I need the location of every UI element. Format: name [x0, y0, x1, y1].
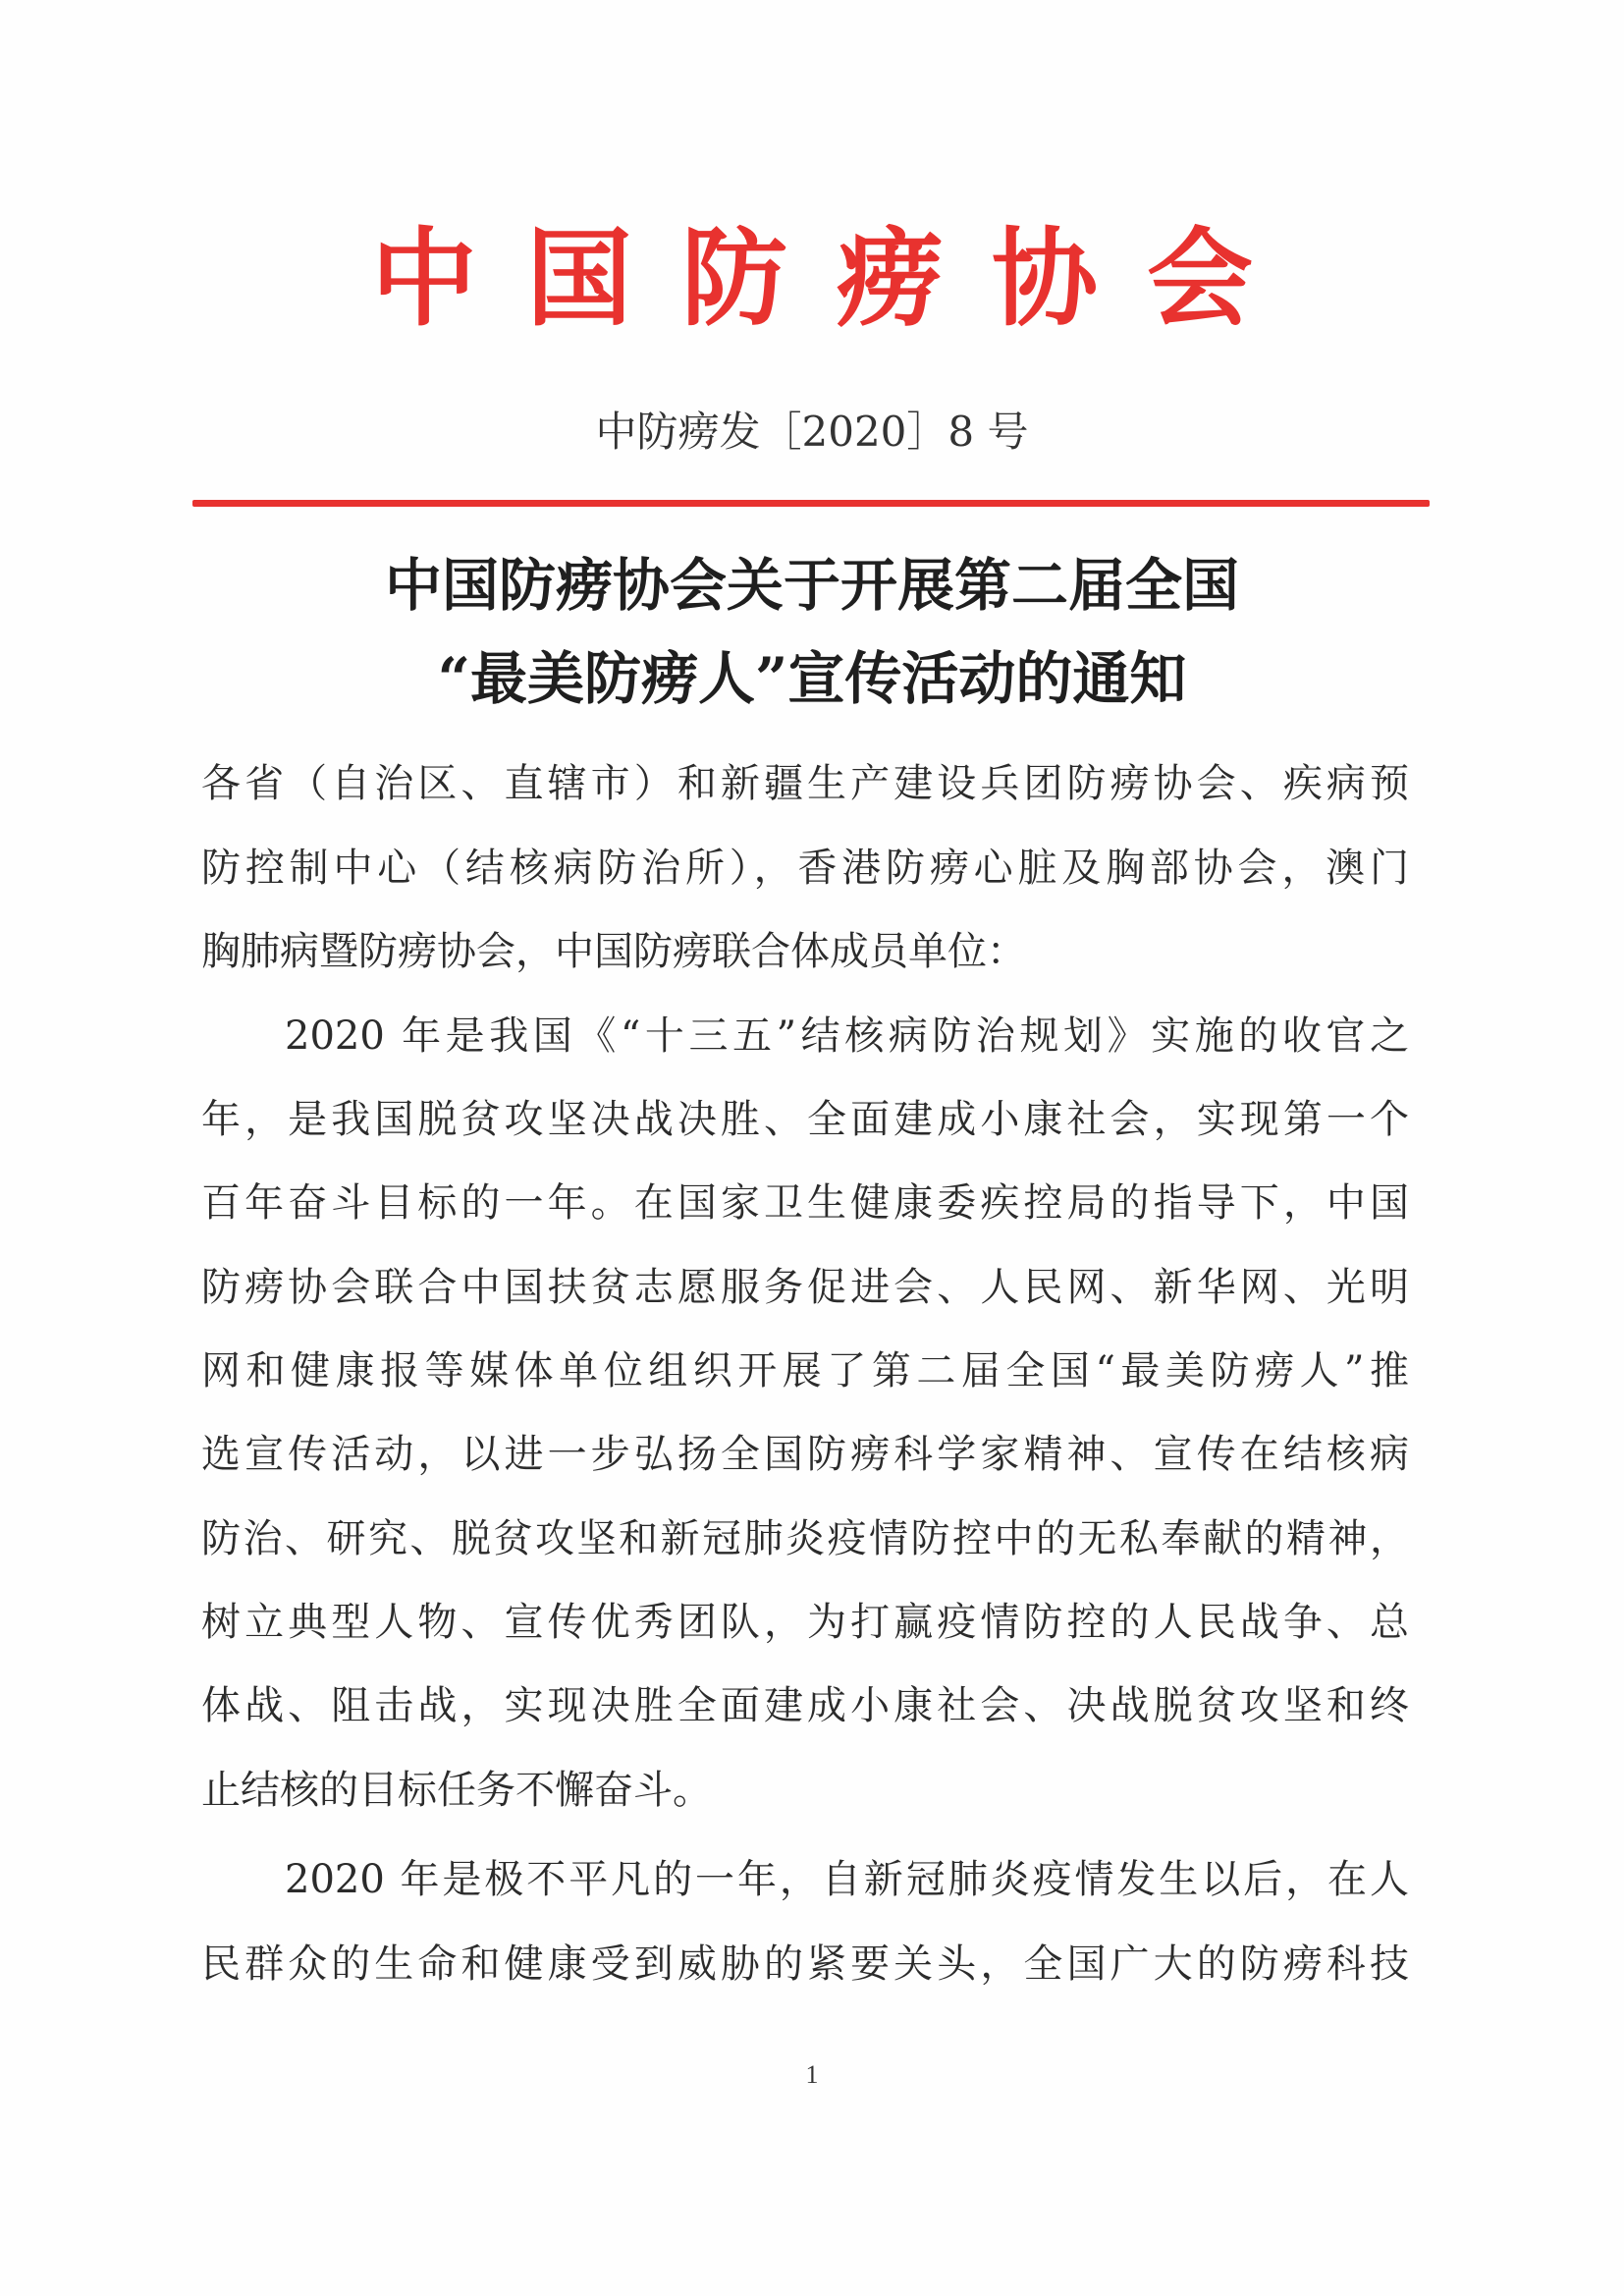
body-line-15: 民群众的生命和健康受到威胁的紧要关头，全国广大的防痨科技	[201, 1941, 1409, 1987]
notice-heading-line-2: “最美防痨人”宣传活动的通知	[437, 645, 1187, 712]
body-line-11: 树立典型人物、宣传优秀团队，为打赢疫情防控的人民战争、总	[201, 1600, 1409, 1645]
page-number: 1	[805, 2060, 819, 2089]
body-line-10: 防治、研究、脱贫攻坚和新冠肺炎疫情防控中的无私奉献的精神，	[201, 1516, 1409, 1561]
body-line-2: 防控制中心（结核病防治所），香港防痨心脏及胸部协会，澳门	[201, 846, 1409, 891]
body-line-14: 2020 年是极不平凡的一年，自新冠肺炎疫情发生以后，在人	[285, 1857, 1409, 1902]
body-line-9: 选宣传活动，以进一步弘扬全国防痨科学家精神、宣传在结核病	[201, 1432, 1409, 1477]
red-divider-line	[192, 500, 1430, 507]
notice-heading-line-1: 中国防痨协会关于开展第二届全国	[384, 552, 1239, 619]
body-line-12: 体战、阻击战，实现决胜全面建成小康社会、决战脱贫攻坚和终	[201, 1683, 1409, 1728]
body-line-7: 防痨协会联合中国扶贫志愿服务促进会、人民网、新华网、光明	[201, 1265, 1409, 1310]
body-line-13: 止结核的目标任务不懈奋斗。	[201, 1768, 712, 1813]
document-number: 中防痨发［2020］8 号	[595, 408, 1029, 456]
body-line-6: 百年奋斗目标的一年。在国家卫生健康委疾控局的指导下，中国	[201, 1180, 1409, 1226]
organization-title: 中国防痨协会	[370, 218, 1302, 341]
body-line-5: 年，是我国脱贫攻坚决战决胜、全面建成小康社会，实现第一个	[201, 1097, 1409, 1142]
body-line-8: 网和健康报等媒体单位组织开展了第二届全国“最美防痨人”推	[201, 1348, 1409, 1394]
body-line-1: 各省（自治区、直辖市）和新疆生产建设兵团防痨协会、疾病预	[201, 761, 1409, 806]
body-line-4: 2020 年是我国《“十三五”结核病防治规划》实施的收官之	[285, 1013, 1409, 1059]
body-line-3: 胸肺病暨防痨协会，中国防痨联合体成员单位：	[201, 929, 1026, 974]
